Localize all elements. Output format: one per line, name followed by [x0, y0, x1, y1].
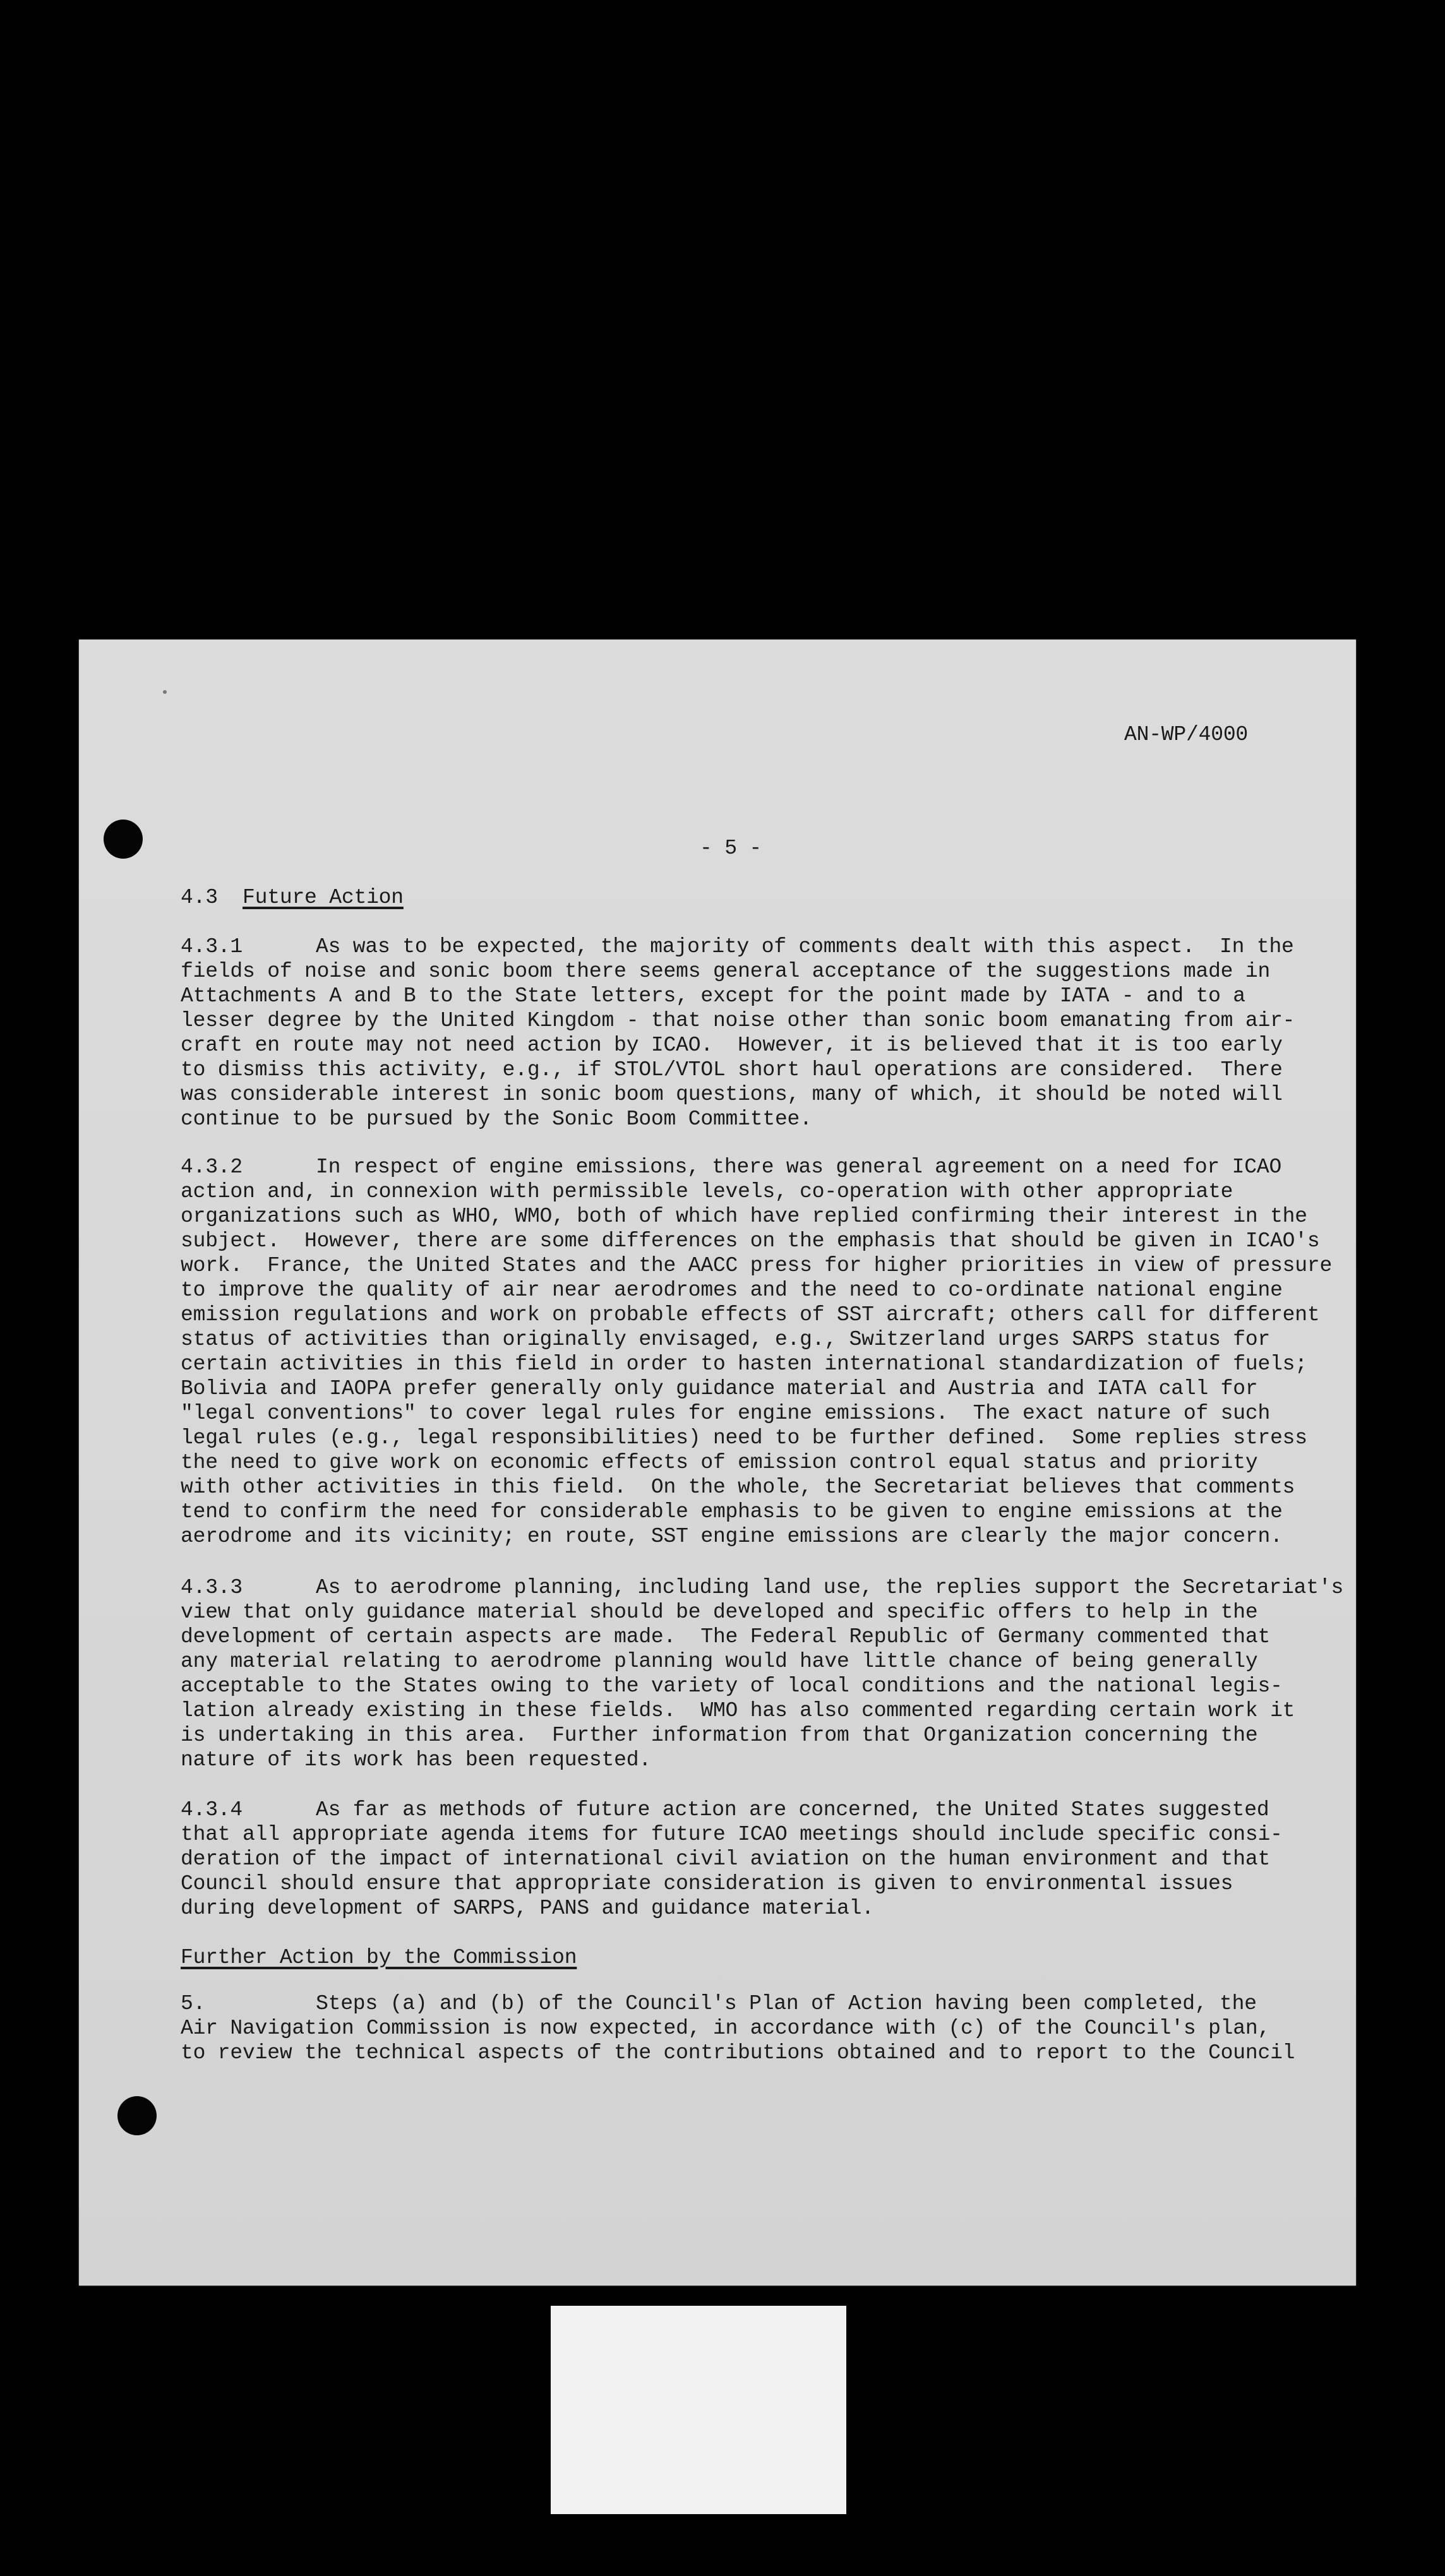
- text-line: during development of SARPS, PANS and guidance material.: [181, 1897, 874, 1920]
- text-line: continue to be pursued by the Sonic Boom Committee.: [181, 1107, 812, 1131]
- document-reference: AN-WP/4000: [1124, 723, 1249, 746]
- text-line: lation already existing in these fields. WMO has also commented regarding certain work it: [181, 1699, 1295, 1722]
- text-line: any material relating to aerodrome planning would have little chance of being generally: [181, 1650, 1258, 1673]
- section-number: 4.3: [181, 886, 218, 909]
- paragraph-4-3-4: [181, 1798, 1283, 1921]
- text-line: As to aerodrome planning, including land use, the replies support the Secretariat's: [316, 1576, 1344, 1599]
- text-line: to review the technical aspects of the contributions obtained and to report to the Council: [181, 2041, 1295, 2065]
- text-line: lesser degree by the United Kingdom - that noise other than sonic boom emanating from air-: [181, 1009, 1295, 1032]
- text-line: Steps (a) and (b) of the Council's Plan of Action having been completed, the: [316, 1992, 1257, 2015]
- text-line: In respect of engine emissions, there was general agreement on a need for ICAO: [316, 1155, 1282, 1179]
- text-line: to dismiss this activity, e.g., if STOL/VTOL short haul operations are considered. There: [181, 1058, 1283, 1082]
- punch-hole: [117, 2096, 157, 2135]
- text-line: status of activities than originally envisaged, e.g., Switzerland urges SARPS status for: [181, 1328, 1271, 1351]
- paragraph-5: [181, 1991, 1295, 2065]
- text-line: was considerable interest in sonic boom questions, many of which, it should be noted will: [181, 1083, 1283, 1106]
- section-title: Future Action: [243, 886, 404, 909]
- text-line: As far as methods of future action are concerned, the United States suggested: [316, 1798, 1269, 1822]
- text-line: action and, in connexion with permissible levels, co-operation with other appropriate: [181, 1180, 1233, 1203]
- section-heading: [181, 885, 404, 910]
- text-line: As was to be expected, the majority of comments dealt with this aspect. In the: [316, 935, 1294, 958]
- paragraph-number: 4.3.4: [181, 1798, 243, 1822]
- text-line: fields of noise and sonic boom there seems general acceptance of the suggestions made in: [181, 960, 1271, 983]
- subheading: Further Action by the Commission: [181, 1946, 577, 1969]
- paragraph-number: 4.3.2: [181, 1155, 243, 1179]
- text-line: Council should ensure that appropriate consideration is given to environmental issues: [181, 1872, 1233, 1895]
- text-line: certain activities in this field in order to hasten international standardization of fuels;: [181, 1352, 1307, 1376]
- text-line: deration of the impact of international civil aviation on the human environment and that: [181, 1847, 1271, 1871]
- text-line: nature of its work has been requested.: [181, 1748, 651, 1772]
- text-line: work. France, the United States and the AACC press for higher priorities in view of pressure: [181, 1254, 1333, 1277]
- paragraph-4-3-2: [181, 1155, 1332, 1549]
- text-line: the need to give work on economic effects of emission control equal status and priority: [181, 1451, 1258, 1474]
- text-line: view that only guidance material should be developed and specific offers to help in the: [181, 1601, 1258, 1624]
- paragraph-4-3-1: [181, 934, 1295, 1131]
- text-line: aerodrome and its vicinity; en route, SST engine emissions are clearly the major concern.: [181, 1525, 1283, 1548]
- text-line: that all appropriate agenda items for future ICAO meetings should include specific consi-: [181, 1823, 1283, 1846]
- text-line: subject. However, there are some differences on the emphasis that should be given in ICAO's: [181, 1229, 1320, 1253]
- punch-hole: [104, 820, 143, 859]
- paragraph-4-3-3: [181, 1575, 1343, 1772]
- paragraph-number: 4.3.1: [181, 935, 243, 958]
- speck: [163, 690, 167, 694]
- page-number: - 5 -: [700, 837, 762, 860]
- text-line: emission regulations and work on probable effects of SST aircraft; others call for different: [181, 1303, 1320, 1327]
- text-line: Attachments A and B to the State letters, except for the point made by IATA - and to a: [181, 984, 1245, 1008]
- text-line: tend to confirm the need for considerable emphasis to be given to engine emissions at the: [181, 1500, 1283, 1524]
- text-line: to improve the quality of air near aerodromes and the need to co-ordinate national engine: [181, 1279, 1283, 1302]
- paragraph-number: 4.3.3: [181, 1576, 243, 1599]
- text-line: "legal conventions" to cover legal rules for engine emissions. The exact nature of such: [181, 1402, 1271, 1425]
- text-line: organizations such as WHO, WMO, both of which have replied confirming their interest in the: [181, 1205, 1307, 1228]
- paragraph-number: 5.: [181, 1992, 206, 2015]
- text-line: acceptable to the States owing to the variety of local conditions and the national legis-: [181, 1674, 1283, 1698]
- text-line: Bolivia and IAOPA prefer generally only guidance material and Austria and IATA call for: [181, 1377, 1258, 1400]
- text-line: development of certain aspects are made. The Federal Republic of Germany commented that: [181, 1625, 1271, 1649]
- text-line: craft en route may not need action by ICAO. However, it is believed that it is too early: [181, 1034, 1283, 1057]
- text-line: Air Navigation Commission is now expected, in accordance with (c) of the Council's plan,: [181, 2017, 1271, 2040]
- text-line: with other activities in this field. On the whole, the Secretariat believes that comments: [181, 1476, 1295, 1499]
- text-line: is undertaking in this area. Further information from that Organization concerning the: [181, 1724, 1258, 1747]
- text-line: legal rules (e.g., legal responsibilities) need to be further defined. Some replies stress: [181, 1426, 1307, 1450]
- blank-card: [551, 2306, 846, 2514]
